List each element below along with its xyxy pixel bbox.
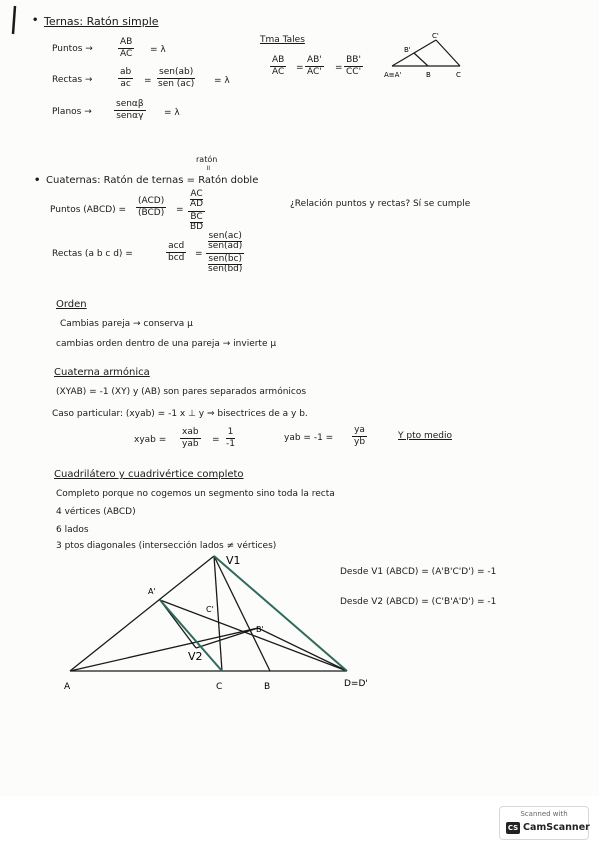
tales-label-b1: B' xyxy=(404,46,411,54)
label-v2: V2 xyxy=(188,650,203,663)
bc: BC xyxy=(190,211,203,222)
scanned-with-text: Scanned with xyxy=(520,810,568,818)
rectas-label: Rectas → xyxy=(52,75,93,85)
camscanner-brand: CamScanner xyxy=(523,822,590,833)
rectas-eq: = xyxy=(144,76,152,86)
label-a-prime: A' xyxy=(148,587,156,596)
tales-label-c1: C' xyxy=(432,32,439,40)
tales-label-b: B xyxy=(426,71,431,79)
frac-den: CC' xyxy=(346,67,362,78)
sen-ad: sen(ad) xyxy=(208,241,243,252)
tales-title: Tma Tales xyxy=(260,35,305,45)
cuadrilatero-line-1: Completo porque no cogemos un segmento sino toda la recta xyxy=(56,489,335,499)
yab-line: yab = -1 = xyxy=(284,433,334,443)
frac-num: sen(ab) xyxy=(157,68,195,79)
bullet: • xyxy=(32,15,39,26)
label-v1: V1 xyxy=(226,554,241,567)
tales-label-a: A≡A' xyxy=(384,71,402,79)
planos-eq: = λ xyxy=(164,108,180,118)
section-ternas-title: Ternas: Ratón simple xyxy=(44,15,159,28)
armonica-line-1: (XYAB) = -1 (XY) y (AB) son pares separados armónicos xyxy=(56,387,307,397)
camscanner-watermark xyxy=(499,806,589,840)
frac-num: 1 xyxy=(226,428,236,439)
frac-num: ab xyxy=(118,68,133,79)
sen-bc: sen(bc) xyxy=(208,253,242,264)
ac: AC xyxy=(190,189,203,199)
frac-num: AB xyxy=(118,38,134,49)
frac-den: AC xyxy=(272,67,285,78)
label-c: C xyxy=(216,682,223,692)
frac-num: BB' xyxy=(344,56,363,67)
ad: AD xyxy=(190,199,204,210)
desde-v1: Desde V1 (ABCD) = (A'B'C'D') = -1 xyxy=(340,567,497,577)
cuaterna-eq: = xyxy=(176,205,184,215)
tales-eq2: = xyxy=(335,63,343,73)
desde-v2: Desde V2 (ABCD) = (C'B'A'D') = -1 xyxy=(340,597,497,607)
camscanner-logo-icon: CS xyxy=(507,824,519,832)
label-c-prime: C' xyxy=(206,605,214,614)
cuadrilatero-title: Cuadrilátero y cuadrivértice completo xyxy=(54,469,244,480)
frac-den: ac xyxy=(120,79,131,90)
frac-den: sen (ac) xyxy=(158,79,195,90)
puntos-eq: = λ xyxy=(150,45,166,55)
frac-num: ya xyxy=(352,426,367,437)
frac-num: (ACD) xyxy=(136,197,166,208)
frac-num: xab xyxy=(180,428,201,439)
planos-label: Planos → xyxy=(52,107,92,117)
sen-bd: sen(bd) xyxy=(208,264,243,275)
frac-num: acd xyxy=(166,242,186,253)
sen-ac: sen(ac) xyxy=(208,231,242,241)
xyab-eq: = xyxy=(212,435,220,445)
tales-label-c: C xyxy=(456,71,461,79)
armonica-title: Cuaterna armónica xyxy=(54,367,150,378)
tales-eq1: = xyxy=(296,63,304,73)
section-cuaternas-title: Cuaternas: Ratón de ternas = Ratón doble xyxy=(46,175,259,186)
frac-den: (BCD) xyxy=(138,208,165,219)
frac-den: bcd xyxy=(168,253,185,264)
label-a: A xyxy=(64,682,71,692)
raton-note-mark: ॥ xyxy=(206,164,211,172)
frac-num: senαβ xyxy=(114,100,146,111)
pto-medio: Y pto medio xyxy=(398,431,452,441)
frac-den: yb xyxy=(354,437,366,448)
cuadrilatero-line-3: 6 lados xyxy=(56,525,89,535)
orden-line-1: Cambias pareja → conserva μ xyxy=(60,319,193,329)
armonica-line-2: Caso particular: (xyab) = -1 x ⊥ y ⇒ bisectrices de a y b. xyxy=(52,409,308,419)
orden-line-2: cambias orden dentro de una pareja → invierte μ xyxy=(56,339,277,349)
frac-den: -1 xyxy=(226,439,235,450)
rectas-eq2: = λ xyxy=(214,76,230,86)
relacion-question: ¿Relación puntos y rectas? Sí se cumple xyxy=(290,199,471,209)
label-b-prime: B' xyxy=(256,625,264,634)
frac-den: AC' xyxy=(307,67,322,78)
cuadrilatero-line-2: 4 vértices (ABCD) xyxy=(56,507,136,517)
bd: BD xyxy=(190,222,204,233)
cuaterna-rectas-label: Rectas (a b c d) = xyxy=(52,249,133,259)
xyab-label: xyab = xyxy=(134,435,167,445)
label-b: B xyxy=(264,682,271,692)
frac-num: AB xyxy=(270,56,286,67)
cuadrilatero-line-4: 3 ptos diagonales (intersección lados ≠ vértices) xyxy=(56,541,277,551)
cuaterna-puntos-label: Puntos (ABCD) = xyxy=(50,205,127,215)
raton-note: ratón xyxy=(196,155,218,164)
frac-den: AC xyxy=(120,49,133,60)
frac-num: AB' xyxy=(305,56,324,67)
frac-den: senαγ xyxy=(116,111,144,122)
puntos-label: Puntos → xyxy=(52,44,93,54)
cuaterna-eq2: = xyxy=(195,249,203,259)
label-d-eq-d-prime: D=D' xyxy=(344,679,368,689)
frac-den: yab xyxy=(182,439,199,450)
orden-title: Orden xyxy=(56,299,87,310)
bullet: • xyxy=(34,175,41,186)
